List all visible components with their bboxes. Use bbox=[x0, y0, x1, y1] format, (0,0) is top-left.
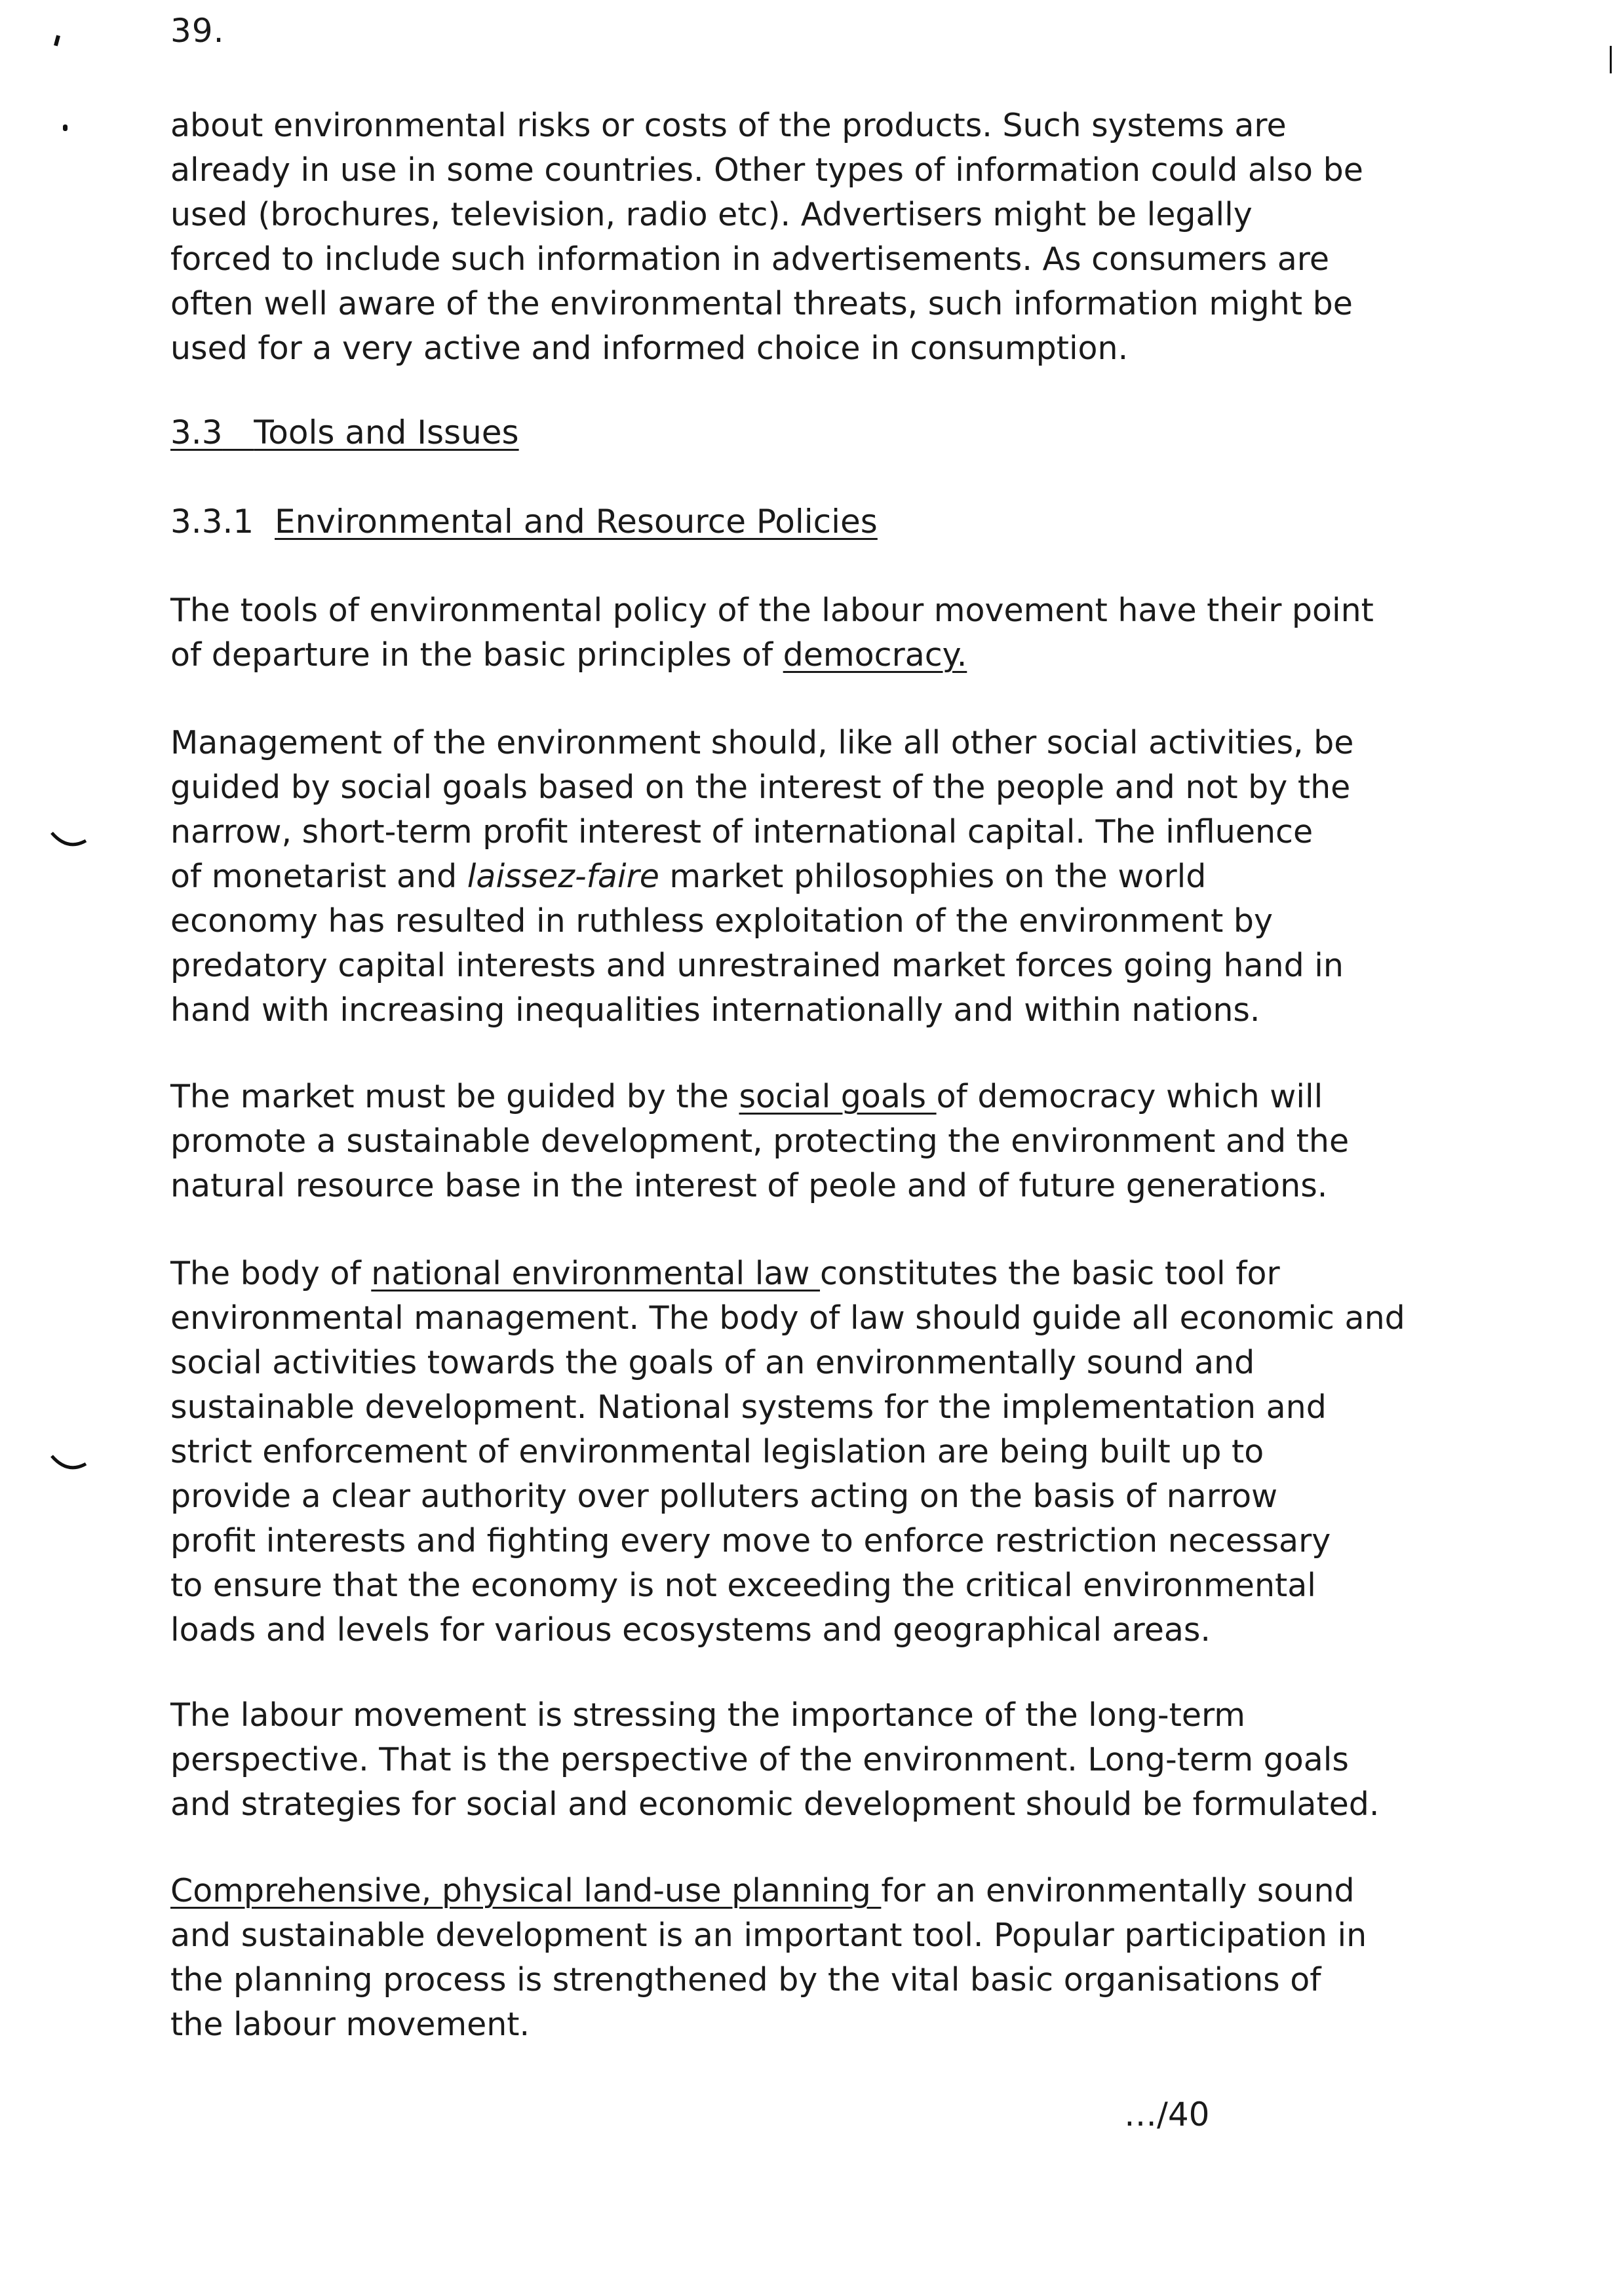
text-line: sustainable development. National systems for the implementation and bbox=[170, 1388, 1327, 1426]
section-title: Tools and Issues bbox=[254, 413, 519, 451]
text-span: market philosophies on the world bbox=[659, 858, 1207, 895]
text-line: perspective. That is the perspective of the environment. Long-term goals bbox=[170, 1741, 1349, 1778]
tools-paragraph bbox=[170, 588, 1374, 678]
italic-term: laissez-faire bbox=[467, 858, 659, 895]
text-span: The market must be guided by the bbox=[170, 1078, 739, 1115]
text-line: guided by social goals based on the interest of the people and not by the bbox=[170, 769, 1351, 806]
text-line: loads and levels for various ecosystems and geographical areas. bbox=[170, 1611, 1211, 1649]
intro-paragraph bbox=[170, 104, 1363, 371]
text-line: narrow, short-term profit interest of international capital. The influence bbox=[170, 813, 1313, 851]
market-paragraph bbox=[170, 1075, 1350, 1208]
text-line bbox=[170, 854, 1337, 899]
text-line bbox=[170, 1869, 1355, 1913]
scan-mark-edge bbox=[1610, 46, 1612, 73]
text-line bbox=[170, 633, 1337, 678]
text-line: the labour movement. bbox=[170, 2006, 530, 2043]
text-line: natural resource base in the interest of peole and of future generations. bbox=[170, 1167, 1328, 1204]
text-line: often well aware of the environmental threats, such information might be bbox=[170, 285, 1353, 322]
scan-mark-top bbox=[54, 35, 60, 46]
text-line: hand with increasing inequalities internationally and within nations. bbox=[170, 991, 1260, 1029]
text-span: The body of bbox=[170, 1255, 372, 1292]
text-line: predatory capital interests and unrestrained market forces going hand in bbox=[170, 947, 1344, 984]
text-line: strict enforcement of environmental legislation are being built up to bbox=[170, 1433, 1264, 1470]
underlined-term: Comprehensive, physical land-use planning bbox=[170, 1872, 882, 1909]
text-line: environmental management. The body of law should guide all economic and bbox=[170, 1299, 1405, 1337]
text-line: used for a very active and informed choice in consumption. bbox=[170, 330, 1129, 367]
text-line: social activities towards the goals of an environmentally sound and bbox=[170, 1344, 1255, 1381]
text-line: economy has resulted in ruthless exploitation of the environment by bbox=[170, 902, 1273, 940]
text-line: provide a clear authority over polluters acting on the basis of narrow bbox=[170, 1478, 1278, 1515]
margin-mark-1 bbox=[49, 829, 88, 855]
text-line: and sustainable development is an important tool. Popular participation in bbox=[170, 1917, 1367, 1954]
planning-paragraph bbox=[170, 1869, 1367, 2047]
text-line: promote a sustainable development, protecting the environment and the bbox=[170, 1122, 1350, 1160]
text-line: profit interests and fighting every move to enforce restriction necessary bbox=[170, 1522, 1331, 1559]
subsection-title: Environmental and Resource Policies bbox=[275, 503, 878, 541]
text-line: the planning process is strengthened by the vital basic organisations of bbox=[170, 1961, 1321, 1999]
text-line: Management of the environment should, like all other social activities, be bbox=[170, 724, 1354, 761]
margin-mark-2 bbox=[49, 1452, 88, 1478]
text-span: of democracy which will bbox=[936, 1078, 1323, 1115]
section-number: 3.3 bbox=[170, 413, 223, 451]
text-line: about environmental risks or costs of the products. Such systems are bbox=[170, 107, 1287, 144]
longterm-paragraph bbox=[170, 1693, 1380, 1827]
underlined-term: democracy. bbox=[783, 636, 967, 674]
text-line: already in use in some countries. Other types of information could also be bbox=[170, 151, 1363, 189]
subsection-heading bbox=[170, 499, 878, 544]
continued-page-marker: …/40 bbox=[1124, 2095, 1210, 2133]
text-line: to ensure that the economy is not exceeding the critical environmental bbox=[170, 1567, 1316, 1604]
text-span: of departure in the basic principles of bbox=[170, 636, 783, 674]
underlined-term: national environmental law bbox=[371, 1255, 821, 1292]
text-span: of monetarist and bbox=[170, 858, 467, 895]
text-span: for an environmentally sound bbox=[881, 1872, 1355, 1909]
text-line: The labour movement is stressing the importance of the long-term bbox=[170, 1696, 1245, 1734]
section-heading bbox=[170, 410, 519, 455]
underlined-term: social goals bbox=[739, 1078, 937, 1115]
text-span: constitutes the basic tool for bbox=[820, 1255, 1280, 1292]
subsection-number: 3.3.1 bbox=[170, 503, 254, 541]
scan-mark-dot bbox=[63, 124, 68, 131]
text-line: and strategies for social and economic development should be formulated. bbox=[170, 1786, 1380, 1823]
page-number: 39. bbox=[170, 12, 225, 50]
text-line bbox=[170, 1075, 1337, 1119]
text-line bbox=[170, 1252, 1337, 1296]
text-line: forced to include such information in advertisements. As consumers are bbox=[170, 240, 1330, 278]
text-line: used (brochures, television, radio etc). Advertisers might be legally bbox=[170, 196, 1253, 233]
text-line: The tools of environmental policy of the labour movement have their point bbox=[170, 592, 1374, 629]
management-paragraph bbox=[170, 721, 1354, 1033]
law-paragraph bbox=[170, 1252, 1405, 1653]
